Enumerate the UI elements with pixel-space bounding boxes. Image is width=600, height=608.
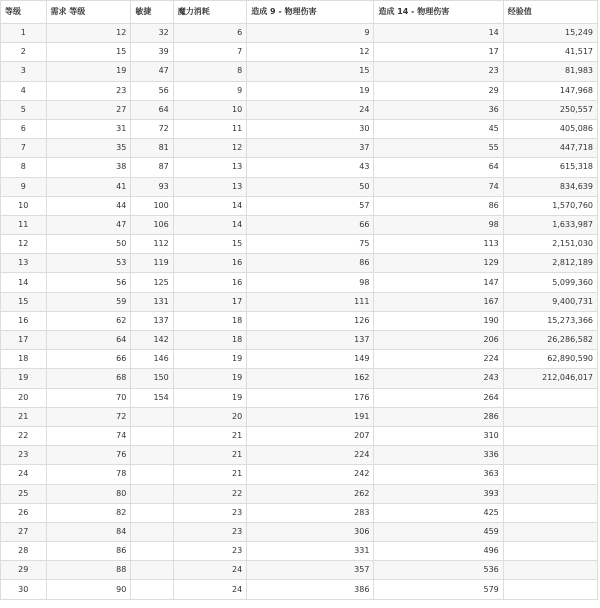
cell-required-level: 68: [46, 369, 131, 388]
cell-damage-9: 98: [247, 273, 374, 292]
header-row: [1, 1, 598, 24]
cell-damage-9: 30: [247, 119, 374, 138]
table-row: [1, 196, 598, 215]
cell-mana-cost: 13: [173, 158, 246, 177]
cell-mana-cost: 19: [173, 350, 246, 369]
table-row: [1, 311, 598, 330]
cell-level: 20: [1, 388, 47, 407]
cell-experience: 41,517: [503, 43, 597, 62]
table-row: [1, 331, 598, 350]
table-row: [1, 561, 598, 580]
cell-required-level: 90: [46, 580, 131, 599]
table-row: [1, 273, 598, 292]
cell-dexterity: 154: [131, 388, 173, 407]
cell-mana-cost: 16: [173, 273, 246, 292]
cell-level: 13: [1, 254, 47, 273]
table-row: [1, 542, 598, 561]
cell-mana-cost: 13: [173, 177, 246, 196]
cell-experience: 447,718: [503, 139, 597, 158]
cell-required-level: 47: [46, 215, 131, 234]
cell-level: 30: [1, 580, 47, 599]
cell-damage-9: 262: [247, 484, 374, 503]
table-header: [1, 1, 598, 24]
cell-dexterity: 125: [131, 273, 173, 292]
cell-required-level: 80: [46, 484, 131, 503]
cell-required-level: 84: [46, 522, 131, 541]
cell-required-level: 78: [46, 465, 131, 484]
cell-dexterity: [131, 522, 173, 541]
cell-experience: [503, 580, 597, 599]
cell-mana-cost: 23: [173, 503, 246, 522]
cell-experience: [503, 446, 597, 465]
cell-mana-cost: 15: [173, 235, 246, 254]
cell-experience: 15,273,366: [503, 311, 597, 330]
table-row: [1, 292, 598, 311]
cell-damage-14: 459: [374, 522, 503, 541]
table-row: [1, 465, 598, 484]
table-row: [1, 426, 598, 445]
header-mana-cost: 魔力消耗: [173, 1, 246, 24]
cell-experience: [503, 465, 597, 484]
cell-required-level: 41: [46, 177, 131, 196]
cell-damage-14: 98: [374, 215, 503, 234]
cell-mana-cost: 19: [173, 388, 246, 407]
cell-required-level: 64: [46, 331, 131, 350]
cell-required-level: 44: [46, 196, 131, 215]
cell-mana-cost: 17: [173, 292, 246, 311]
cell-damage-9: 43: [247, 158, 374, 177]
cell-dexterity: 131: [131, 292, 173, 311]
cell-mana-cost: 7: [173, 43, 246, 62]
cell-mana-cost: 10: [173, 100, 246, 119]
cell-mana-cost: 12: [173, 139, 246, 158]
cell-required-level: 74: [46, 426, 131, 445]
cell-damage-9: 50: [247, 177, 374, 196]
cell-required-level: 12: [46, 24, 131, 43]
table-row: [1, 119, 598, 138]
cell-level: 10: [1, 196, 47, 215]
cell-required-level: 86: [46, 542, 131, 561]
cell-mana-cost: 22: [173, 484, 246, 503]
cell-level: 9: [1, 177, 47, 196]
table-row: [1, 43, 598, 62]
cell-damage-9: 306: [247, 522, 374, 541]
cell-experience: 405,086: [503, 119, 597, 138]
cell-mana-cost: 14: [173, 196, 246, 215]
table-row: [1, 580, 598, 599]
table-row: [1, 177, 598, 196]
cell-required-level: 82: [46, 503, 131, 522]
table-row: [1, 158, 598, 177]
cell-required-level: 50: [46, 235, 131, 254]
cell-experience: [503, 522, 597, 541]
cell-dexterity: [131, 446, 173, 465]
cell-experience: 147,968: [503, 81, 597, 100]
cell-mana-cost: 11: [173, 119, 246, 138]
table-row: [1, 350, 598, 369]
table-row: [1, 24, 598, 43]
cell-required-level: 27: [46, 100, 131, 119]
cell-dexterity: 100: [131, 196, 173, 215]
cell-required-level: 62: [46, 311, 131, 330]
cell-level: 23: [1, 446, 47, 465]
cell-dexterity: 32: [131, 24, 173, 43]
cell-damage-14: 86: [374, 196, 503, 215]
cell-level: 1: [1, 24, 47, 43]
cell-level: 17: [1, 331, 47, 350]
cell-experience: 9,400,731: [503, 292, 597, 311]
cell-dexterity: 106: [131, 215, 173, 234]
cell-level: 15: [1, 292, 47, 311]
cell-damage-9: 149: [247, 350, 374, 369]
cell-level: 27: [1, 522, 47, 541]
cell-damage-14: 224: [374, 350, 503, 369]
cell-required-level: 76: [46, 446, 131, 465]
cell-required-level: 72: [46, 407, 131, 426]
cell-level: 16: [1, 311, 47, 330]
cell-dexterity: 56: [131, 81, 173, 100]
cell-experience: [503, 542, 597, 561]
table-row: [1, 388, 598, 407]
cell-damage-9: 191: [247, 407, 374, 426]
table-row: [1, 235, 598, 254]
cell-required-level: 35: [46, 139, 131, 158]
cell-experience: 81,983: [503, 62, 597, 81]
cell-dexterity: 47: [131, 62, 173, 81]
cell-damage-9: 86: [247, 254, 374, 273]
header-damage-14: 造成 14 - 物理伤害: [374, 1, 503, 24]
cell-experience: [503, 407, 597, 426]
cell-damage-14: 113: [374, 235, 503, 254]
cell-mana-cost: 8: [173, 62, 246, 81]
cell-damage-9: 66: [247, 215, 374, 234]
header-level: 等级: [1, 1, 47, 24]
cell-damage-9: 176: [247, 388, 374, 407]
cell-required-level: 15: [46, 43, 131, 62]
cell-required-level: 70: [46, 388, 131, 407]
cell-experience: 2,151,030: [503, 235, 597, 254]
cell-dexterity: [131, 542, 173, 561]
cell-damage-9: 57: [247, 196, 374, 215]
cell-damage-14: 206: [374, 331, 503, 350]
cell-experience: 15,249: [503, 24, 597, 43]
cell-required-level: 23: [46, 81, 131, 100]
cell-dexterity: 87: [131, 158, 173, 177]
cell-damage-9: 111: [247, 292, 374, 311]
cell-level: 22: [1, 426, 47, 445]
cell-damage-14: 74: [374, 177, 503, 196]
cell-experience: [503, 484, 597, 503]
cell-damage-14: 286: [374, 407, 503, 426]
table-row: [1, 484, 598, 503]
cell-level: 28: [1, 542, 47, 561]
cell-damage-9: 357: [247, 561, 374, 580]
cell-experience: 212,046,017: [503, 369, 597, 388]
cell-damage-9: 75: [247, 235, 374, 254]
cell-mana-cost: 20: [173, 407, 246, 426]
cell-level: 18: [1, 350, 47, 369]
cell-level: 24: [1, 465, 47, 484]
cell-level: 26: [1, 503, 47, 522]
cell-damage-14: 23: [374, 62, 503, 81]
cell-damage-14: 64: [374, 158, 503, 177]
cell-required-level: 53: [46, 254, 131, 273]
cell-mana-cost: 24: [173, 580, 246, 599]
cell-dexterity: 39: [131, 43, 173, 62]
table-row: [1, 254, 598, 273]
cell-level: 25: [1, 484, 47, 503]
cell-level: 21: [1, 407, 47, 426]
cell-damage-9: 331: [247, 542, 374, 561]
cell-damage-9: 15: [247, 62, 374, 81]
cell-mana-cost: 16: [173, 254, 246, 273]
cell-dexterity: [131, 484, 173, 503]
cell-level: 19: [1, 369, 47, 388]
cell-dexterity: [131, 407, 173, 426]
cell-experience: 615,318: [503, 158, 597, 177]
header-dexterity: 敏捷: [131, 1, 173, 24]
cell-damage-9: 19: [247, 81, 374, 100]
cell-damage-14: 243: [374, 369, 503, 388]
cell-dexterity: 142: [131, 331, 173, 350]
table-row: [1, 407, 598, 426]
cell-experience: 834,639: [503, 177, 597, 196]
cell-required-level: 59: [46, 292, 131, 311]
cell-mana-cost: 19: [173, 369, 246, 388]
cell-damage-14: 496: [374, 542, 503, 561]
cell-damage-14: 45: [374, 119, 503, 138]
cell-level: 2: [1, 43, 47, 62]
table-row: [1, 215, 598, 234]
cell-damage-14: 14: [374, 24, 503, 43]
cell-damage-14: 36: [374, 100, 503, 119]
cell-experience: 1,570,760: [503, 196, 597, 215]
cell-required-level: 31: [46, 119, 131, 138]
cell-damage-14: 17: [374, 43, 503, 62]
cell-experience: [503, 503, 597, 522]
table-row: [1, 369, 598, 388]
cell-experience: [503, 426, 597, 445]
cell-experience: 5,099,360: [503, 273, 597, 292]
cell-required-level: 38: [46, 158, 131, 177]
cell-experience: 62,890,590: [503, 350, 597, 369]
cell-dexterity: 146: [131, 350, 173, 369]
cell-damage-14: 55: [374, 139, 503, 158]
cell-dexterity: [131, 465, 173, 484]
cell-mana-cost: 18: [173, 311, 246, 330]
cell-mana-cost: 6: [173, 24, 246, 43]
table-row: [1, 62, 598, 81]
cell-damage-9: 283: [247, 503, 374, 522]
table-row: [1, 100, 598, 119]
cell-damage-14: 190: [374, 311, 503, 330]
cell-damage-14: 363: [374, 465, 503, 484]
cell-damage-14: 167: [374, 292, 503, 311]
cell-experience: 2,812,189: [503, 254, 597, 273]
table-row: [1, 81, 598, 100]
cell-dexterity: [131, 580, 173, 599]
cell-mana-cost: 21: [173, 446, 246, 465]
cell-level: 11: [1, 215, 47, 234]
cell-damage-9: 126: [247, 311, 374, 330]
cell-damage-9: 137: [247, 331, 374, 350]
cell-damage-14: 336: [374, 446, 503, 465]
cell-mana-cost: 23: [173, 522, 246, 541]
cell-mana-cost: 14: [173, 215, 246, 234]
cell-level: 8: [1, 158, 47, 177]
cell-damage-9: 37: [247, 139, 374, 158]
cell-mana-cost: 18: [173, 331, 246, 350]
cell-damage-9: 386: [247, 580, 374, 599]
table-row: [1, 446, 598, 465]
cell-damage-14: 425: [374, 503, 503, 522]
cell-experience: 26,286,582: [503, 331, 597, 350]
table-row: [1, 139, 598, 158]
cell-experience: [503, 388, 597, 407]
cell-damage-14: 264: [374, 388, 503, 407]
cell-damage-14: 147: [374, 273, 503, 292]
cell-level: 7: [1, 139, 47, 158]
cell-damage-14: 310: [374, 426, 503, 445]
cell-damage-14: 579: [374, 580, 503, 599]
cell-level: 6: [1, 119, 47, 138]
cell-mana-cost: 23: [173, 542, 246, 561]
cell-dexterity: 119: [131, 254, 173, 273]
cell-experience: [503, 561, 597, 580]
cell-level: 3: [1, 62, 47, 81]
cell-level: 4: [1, 81, 47, 100]
cell-level: 29: [1, 561, 47, 580]
header-experience: 经验值: [503, 1, 597, 24]
cell-experience: 1,633,987: [503, 215, 597, 234]
cell-dexterity: 81: [131, 139, 173, 158]
cell-damage-14: 129: [374, 254, 503, 273]
cell-damage-9: 242: [247, 465, 374, 484]
cell-required-level: 56: [46, 273, 131, 292]
cell-damage-14: 536: [374, 561, 503, 580]
table-row: [1, 522, 598, 541]
cell-dexterity: 150: [131, 369, 173, 388]
cell-mana-cost: 24: [173, 561, 246, 580]
cell-dexterity: 64: [131, 100, 173, 119]
table-row: [1, 503, 598, 522]
cell-level: 5: [1, 100, 47, 119]
cell-required-level: 88: [46, 561, 131, 580]
cell-dexterity: 72: [131, 119, 173, 138]
cell-damage-14: 29: [374, 81, 503, 100]
cell-dexterity: 112: [131, 235, 173, 254]
cell-required-level: 66: [46, 350, 131, 369]
cell-level: 14: [1, 273, 47, 292]
cell-damage-14: 393: [374, 484, 503, 503]
cell-mana-cost: 9: [173, 81, 246, 100]
cell-level: 12: [1, 235, 47, 254]
table-body: [1, 24, 598, 600]
cell-dexterity: [131, 503, 173, 522]
cell-damage-9: 24: [247, 100, 374, 119]
cell-damage-9: 12: [247, 43, 374, 62]
cell-dexterity: [131, 426, 173, 445]
cell-mana-cost: 21: [173, 465, 246, 484]
cell-dexterity: 93: [131, 177, 173, 196]
header-required-level: 需求 等级: [46, 1, 131, 24]
cell-damage-9: 224: [247, 446, 374, 465]
cell-damage-9: 162: [247, 369, 374, 388]
cell-dexterity: 137: [131, 311, 173, 330]
cell-damage-9: 207: [247, 426, 374, 445]
cell-mana-cost: 21: [173, 426, 246, 445]
cell-dexterity: [131, 561, 173, 580]
cell-experience: 250,557: [503, 100, 597, 119]
cell-damage-9: 9: [247, 24, 374, 43]
header-damage-9: 造成 9 - 物理伤害: [247, 1, 374, 24]
cell-required-level: 19: [46, 62, 131, 81]
